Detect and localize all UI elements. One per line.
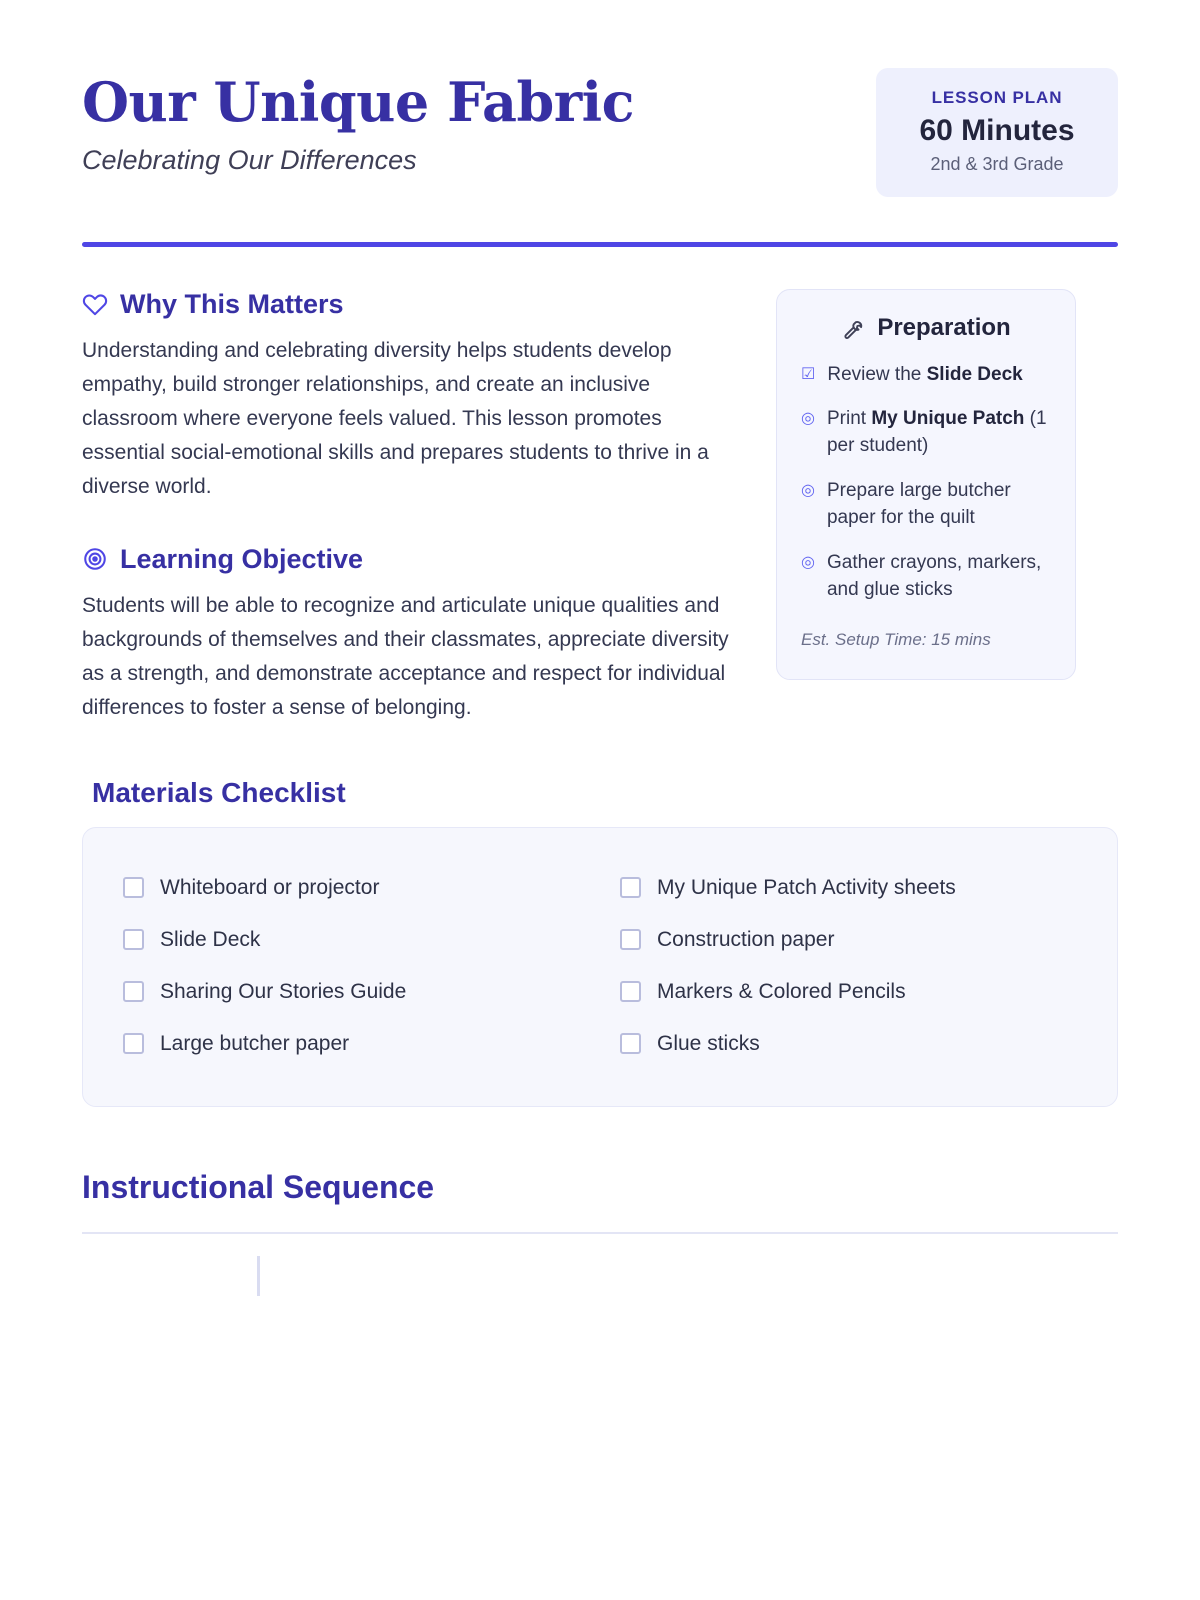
check-circle-icon: ◎	[801, 482, 815, 500]
material-item[interactable]	[123, 862, 580, 914]
material-label: Sharing Our Stories Guide	[160, 979, 407, 1003]
preparation-item-text: Gather crayons, markers, and glue sticks	[826, 552, 1042, 601]
checkbox-icon[interactable]	[620, 981, 641, 1002]
target-icon	[82, 546, 108, 572]
check-circle-icon: ◎	[801, 554, 815, 572]
material-item[interactable]	[620, 862, 1077, 914]
preparation-item-text: Prepare large butcher paper for the quilt	[826, 480, 1011, 529]
title-block	[82, 60, 634, 176]
why-this-matters-heading	[82, 289, 742, 320]
material-item[interactable]	[620, 966, 1077, 1018]
lesson-meta-card	[876, 68, 1118, 197]
checkbox-icon[interactable]	[620, 929, 641, 950]
body-columns	[82, 289, 1118, 725]
meta-kicker: LESSON PLAN	[931, 88, 1063, 107]
sequence-timeline-line	[257, 1256, 260, 1296]
page-subtitle: Celebrating Our Differences	[82, 144, 417, 175]
objective-title: Learning Objective	[120, 543, 364, 574]
material-label: Large butcher paper	[160, 1031, 350, 1055]
material-label: Construction paper	[657, 927, 835, 951]
meta-duration: 60 Minutes	[919, 114, 1075, 147]
page-title: Our Unique Fabric	[82, 70, 635, 134]
preparation-setup-time: Est. Setup Time: 15 mins	[801, 630, 991, 650]
instructional-sequence-title: Instructional Sequence	[82, 1168, 435, 1205]
checkbox-icon[interactable]	[123, 877, 144, 898]
preparation-title: Preparation	[877, 313, 1011, 341]
preparation-item-text: Review the Slide Deck	[827, 363, 1023, 385]
wrench-icon	[841, 316, 865, 340]
material-item[interactable]	[123, 966, 580, 1018]
checkbox-icon[interactable]	[620, 1033, 641, 1054]
material-item[interactable]	[123, 1018, 580, 1070]
preparation-card	[776, 289, 1076, 680]
material-label: Glue sticks	[657, 1031, 760, 1055]
heart-icon	[82, 291, 108, 317]
material-label: Slide Deck	[160, 927, 261, 951]
material-item[interactable]	[620, 914, 1077, 966]
material-label: Whiteboard or projector	[160, 875, 380, 899]
material-label: Markers & Colored Pencils	[657, 979, 906, 1003]
preparation-item	[801, 550, 1051, 604]
objective-body: Students will be able to recognize and articulate unique qualities and backgrounds of themselves and their classmates, appreciate diversity as a strength, and demonstrate acceptance and respect for individual differences to foster a sense of belonging.	[82, 593, 729, 719]
preparation-item	[801, 478, 1051, 532]
materials-grid	[123, 862, 1077, 1070]
document-header	[82, 60, 1118, 197]
why-title: Why This Matters	[120, 288, 344, 319]
preparation-heading	[801, 314, 1051, 342]
checkbox-icon[interactable]	[123, 929, 144, 950]
check-circle-icon: ☑	[801, 365, 816, 383]
sequence-divider	[82, 1232, 1118, 1234]
meta-grade: 2nd & 3rd Grade	[930, 153, 1064, 174]
material-label: My Unique Patch Activity sheets	[657, 875, 956, 899]
side-column	[776, 289, 1076, 680]
checkbox-icon[interactable]	[620, 877, 641, 898]
header-divider	[82, 242, 1118, 247]
preparation-item-text: Print My Unique Patch (1 per student)	[826, 408, 1047, 457]
materials-checklist	[82, 827, 1118, 1107]
material-item[interactable]	[620, 1018, 1077, 1070]
materials-title: Materials Checklist	[92, 776, 346, 808]
preparation-item	[801, 362, 1051, 389]
main-column	[82, 289, 742, 725]
checkbox-icon[interactable]	[123, 981, 144, 1002]
learning-objective-heading	[82, 544, 742, 575]
preparation-item	[801, 406, 1051, 460]
why-body: Understanding and celebrating diversity helps students develop empathy, build stronger relationships, and create an inclusive classroom where everyone feels valued. This lesson promotes essential social-emotional skills and prepares students to thrive in a diverse world.	[82, 338, 709, 498]
checkbox-icon[interactable]	[123, 1033, 144, 1054]
check-circle-icon: ◎	[801, 410, 815, 428]
material-item[interactable]	[123, 914, 580, 966]
